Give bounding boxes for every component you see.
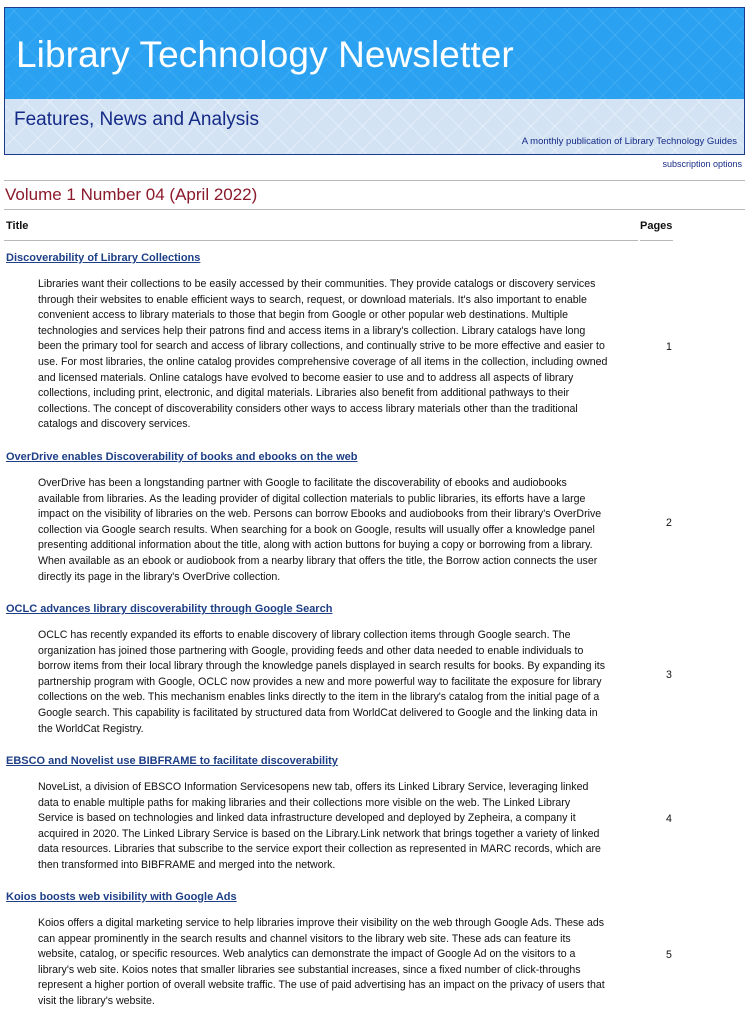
column-header-title: Title [6,220,29,232]
newsletter-banner [4,7,745,155]
banner-title-area [5,8,744,99]
divider [4,180,745,181]
newsletter-title: Library Technology Newsletter [16,34,514,75]
article-summary: Koios offers a digital marketing service to help libraries improve their visibility on the web through Google Ads. These ads can appear prominently in the search results and channel visitors to the library web site. These ads can feature its website, catalog, or specific resources. Web analytics can demonstrate the impact of Google Ad on the visitors to a library's web site. Koios notes that smaller libraries see substantial increases, since a fixed number of click-throughs represent a higher portion of overall website traffic. The use of paid advertising has an impact on the privacy of users that visit the library's website. [38,917,605,1007]
article-page-number: 3 [666,669,672,681]
article-page-number: 1 [666,341,672,353]
article-summary: NoveList, a division of EBSCO Information Servicesopens new tab, offers its Linked Library Service, leveraging linked data to enable multiple paths for making libraries and their collections more visible on the web. The Linked Library Service is based on technologies and linked data infrastructure developed and deployed by Zepheira, a company it acquired in 2020. The Linked Library Service is based on the Library.Link network that brings together a variety of linked data resources. Libraries that subscribe to the service export their collection as represented in MARC records, which are then transformed into BIBFRAME and merged into the network. [38,781,601,871]
article-title-link[interactable]: EBSCO and Novelist use BIBFRAME to facilitate discoverability [6,755,338,767]
subscription-options-link[interactable]: subscription options [662,159,742,169]
article-title-link[interactable]: Koios boosts web visibility with Google Ads [6,891,237,903]
divider [4,209,745,210]
article-page-number: 5 [666,949,672,961]
header-underline-pages [640,240,673,241]
article-page-number: 4 [666,813,672,825]
banner-subtitle-area [5,99,744,154]
article-summary: OCLC has recently expanded its efforts to enable discovery of library collection items through Google search. The organization has joined those partnering with Google, providing feeds and other data needed to enable individuals to borrow items from their local library through the knowledge panels displayed in search results for books. By expanding its partnership program with Google, OCLC now provides a new and more powerful way to facilitate the exposure for library collections on the web. This mechanism enables links directly to the item in the library's catalog from the initial page of a Google search. This capability is facilitated by structured data from WorldCat delivered to Google and the linking data in the WorldCat Registry. [38,629,606,735]
article-summary: Libraries want their collections to be easily accessed by their communities. They provide catalogs or discovery services through their websites to enable efficient ways to search, request, or download materials. It's also important to enable convenient access to library materials to those that begin from Google or other popular web destinations. Multiple technologies and services help their patrons find and access items in a library's collection. Library catalogs have long been the primary tool for search and access of library collections, and continually strive to be more effective and easier to use. For most libraries, the online catalog provides comprehensive coverage of all items in the collection, including owned and licensed materials. Online catalogs have evolved to become easier to use and to address all aspects of library collections, including print, electronic, and digital materials. Libraries also benefit from additional pathways to their collections. The concept of discoverability considers other ways to access library materials other than the traditional catalogs and discovery services. [38,278,608,431]
article-title-link[interactable]: OverDrive enables Discoverability of books and ebooks on the web [6,451,358,463]
header-underline-title [4,240,638,241]
article-page-number: 2 [666,517,672,529]
article-title-link[interactable]: OCLC advances library discoverability through Google Search [6,603,333,615]
newsletter-subtitle: Features, News and Analysis [14,109,260,130]
article-summary: OverDrive has been a longstanding partner with Google to facilitate the discoverability of ebooks and audiobooks available from libraries. As the leading provider of digital collection materials to public libraries, its efforts have a large impact on the visibility of libraries on the web. Persons can borrow Ebooks and audiobooks from their library's OverDrive collection via Google search results. When searching for a book on Google, results will usually offer a knowledge panel presenting additional information about the title, along with action buttons for buying a copy or borrowing from a library. When available as an ebook or audiobook from a nearby library that offers the title, the Borrow action connects the user directly its page in the library's OverDrive collection. [38,477,602,583]
article-title-link[interactable]: Discoverability of Library Collections [6,252,201,264]
column-header-pages: Pages [640,220,673,232]
issue-heading: Volume 1 Number 04 (April 2022) [5,185,258,204]
newsletter-tagline: A monthly publication of Library Technology Guides [521,136,737,147]
